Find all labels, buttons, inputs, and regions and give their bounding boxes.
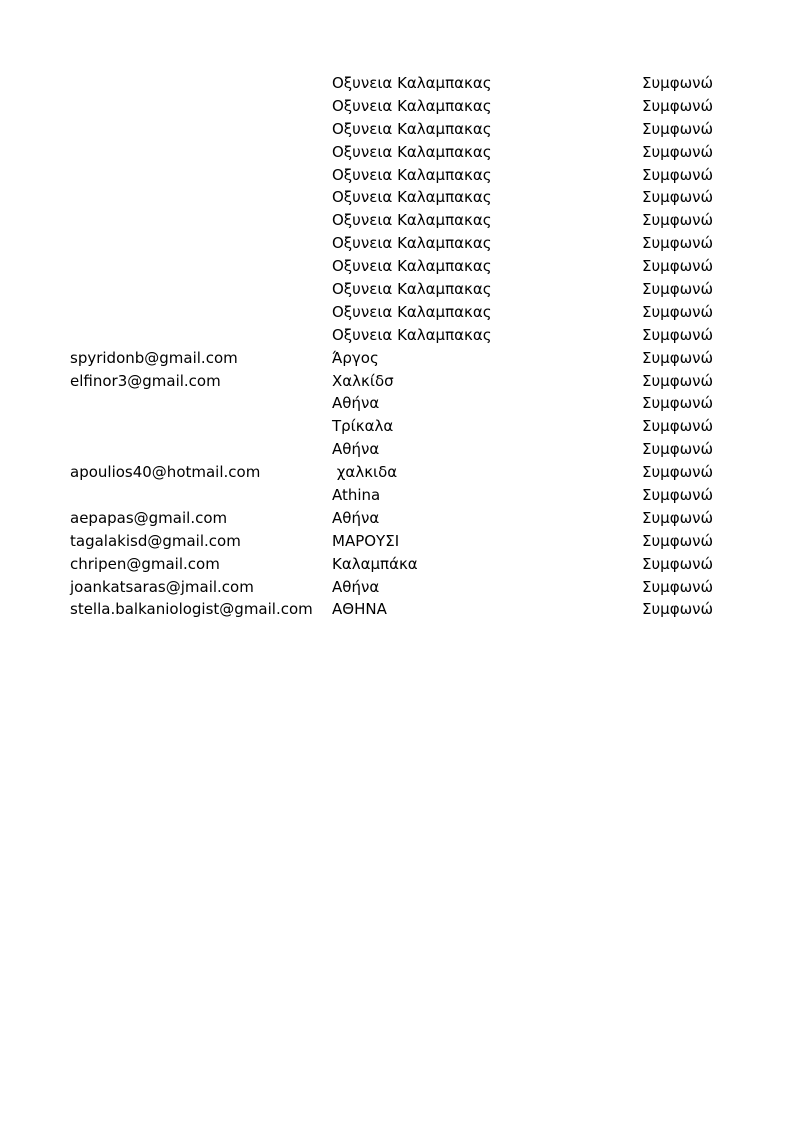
city-cell: ΜΑΡΟΥΣΙ — [332, 531, 400, 550]
table-row — [0, 301, 799, 324]
city-cell: Οξυνεια Καλαμπακας — [332, 302, 492, 321]
spreadsheet-page — [0, 72, 799, 621]
city-cell: Οξυνεια Καλαμπακας — [332, 234, 492, 253]
city-cell: Αθήνα — [332, 440, 380, 459]
table-row — [0, 392, 799, 415]
consent-cell: Συμφωνώ — [642, 463, 714, 482]
city-cell: Οξυνεια Καλαμπακας — [332, 211, 492, 230]
consent-cell: Συμφωνώ — [642, 348, 714, 367]
table-row — [0, 324, 799, 347]
city-cell: Οξυνεια Καλαμπακας — [332, 165, 492, 184]
city-cell: Οξυνεια Καλαμπακας — [332, 74, 492, 92]
city-cell: ΑΘΗΝΑ — [332, 600, 387, 619]
email-cell: joankatsaras@jmail.com — [70, 577, 254, 596]
city-cell: Οξυνεια Καλαμπακας — [332, 142, 492, 161]
consent-cell: Συμφωνώ — [642, 142, 714, 161]
consent-cell: Συμφωνώ — [642, 600, 714, 619]
city-cell: Οξυνεια Καλαμπακας — [332, 325, 492, 344]
table-row — [0, 95, 799, 118]
city-cell: Οξυνεια Καλαμπακας — [332, 119, 492, 138]
table-row — [0, 347, 799, 370]
consent-cell: Συμφωνώ — [642, 394, 714, 413]
email-cell: aepapas@gmail.com — [70, 508, 228, 527]
consent-cell: Συμφωνώ — [642, 119, 714, 138]
consent-cell: Συμφωνώ — [642, 440, 714, 459]
email-cell: apoulios40@hotmail.com — [70, 463, 261, 482]
consent-cell: Συμφωνώ — [642, 531, 714, 550]
table-row — [0, 530, 799, 553]
city-cell: Χαλκίδσ — [332, 371, 394, 390]
consent-cell: Συμφωνώ — [642, 74, 714, 92]
table-row — [0, 370, 799, 393]
consent-cell: Συμφωνώ — [642, 577, 714, 596]
consent-cell: Συμφωνώ — [642, 96, 714, 115]
table-row — [0, 576, 799, 599]
table-row — [0, 507, 799, 530]
city-cell: Τρίκαλα — [332, 417, 394, 436]
table-row — [0, 415, 799, 438]
city-cell: Καλαμπάκα — [332, 554, 418, 573]
table-row — [0, 232, 799, 255]
consent-cell: Συμφωνώ — [642, 508, 714, 527]
city-cell: Οξυνεια Καλαμπακας — [332, 257, 492, 276]
table-row — [0, 461, 799, 484]
email-cell: tagalakisd@gmail.com — [70, 531, 241, 550]
table-row — [0, 598, 799, 621]
consent-cell: Συμφωνώ — [642, 325, 714, 344]
consent-cell: Συμφωνώ — [642, 417, 714, 436]
consent-cell: Συμφωνώ — [642, 280, 714, 299]
table-row — [0, 141, 799, 164]
city-cell: Αθήνα — [332, 394, 380, 413]
table-row — [0, 72, 799, 95]
email-cell: spyridonb@gmail.com — [70, 348, 238, 367]
table-row — [0, 118, 799, 141]
email-cell: elfinor3@gmail.com — [70, 371, 221, 390]
consent-cell: Συμφωνώ — [642, 211, 714, 230]
consent-cell: Συμφωνώ — [642, 188, 714, 207]
city-cell: Οξυνεια Καλαμπακας — [332, 188, 492, 207]
consent-cell: Συμφωνώ — [642, 234, 714, 253]
city-cell: Αθήνα — [332, 577, 380, 596]
consent-cell: Συμφωνώ — [642, 486, 714, 505]
table-row — [0, 278, 799, 301]
city-cell: Άργος — [332, 348, 379, 367]
email-cell: chripen@gmail.com — [70, 554, 220, 573]
city-cell: χαλκιδα — [332, 463, 398, 482]
consent-cell: Συμφωνώ — [642, 257, 714, 276]
table-row — [0, 553, 799, 576]
table-row — [0, 255, 799, 278]
city-cell: Οξυνεια Καλαμπακας — [332, 280, 492, 299]
consent-cell: Συμφωνώ — [642, 302, 714, 321]
consent-cell: Συμφωνώ — [642, 165, 714, 184]
table-row — [0, 164, 799, 187]
table-row — [0, 186, 799, 209]
table-row — [0, 484, 799, 507]
email-cell: stella.balkaniologist@gmail.com — [70, 600, 313, 619]
city-cell: Athina — [332, 486, 381, 505]
consent-cell: Συμφωνώ — [642, 554, 714, 573]
consent-cell: Συμφωνώ — [642, 371, 714, 390]
city-cell: Αθήνα — [332, 508, 380, 527]
city-cell: Οξυνεια Καλαμπακας — [332, 96, 492, 115]
table-row — [0, 438, 799, 461]
table-row — [0, 209, 799, 232]
